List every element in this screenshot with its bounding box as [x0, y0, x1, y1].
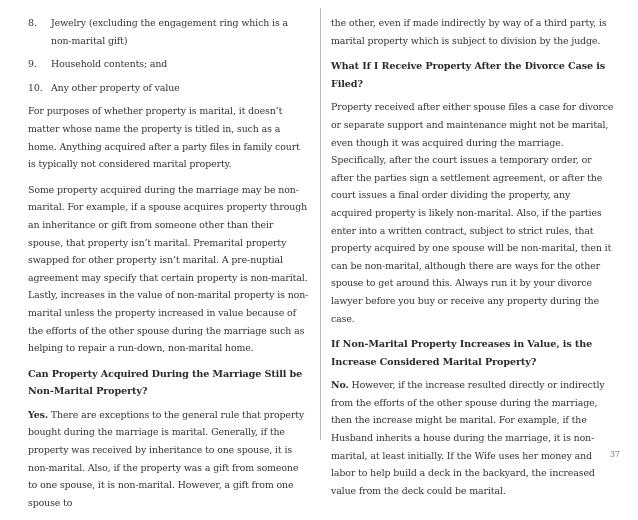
answer-lead: Yes.	[28, 409, 48, 421]
page-number: 37	[609, 450, 620, 459]
paragraph-increase-in-value	[331, 377, 614, 500]
answer-text: There are exceptions to the general rule that property bought during the marriage is marital. Generally, if the property was received by inheritance to one spouse, it is non-marital. Also, if the property was a gift from someone to one spouse, it is non-marital. However, a gift from one spouse to	[28, 409, 305, 509]
list-text: Any other property of value	[51, 82, 180, 94]
heading-acquired-during-marriage: Can Property Acquired During the Marriage Still be Non-Marital Property?	[28, 368, 303, 398]
answer-lead: No.	[331, 380, 349, 392]
list-number: 8.	[28, 18, 37, 29]
list-item	[28, 80, 310, 98]
list-number: 9.	[28, 59, 37, 71]
column-divider	[320, 8, 321, 440]
paragraph-continued: the other, even if made indirectly by way of a third party, is marital property which is subject to division by the judge.	[331, 18, 607, 47]
paragraph-exceptions	[28, 407, 310, 513]
answer-text: However, if the increase resulted directly or indirectly from the efforts of the other spouse during the marriage, then the increase might be marital. For example, if the Husband inherits a house during the marriage, it is non-marital, at least initially. If the Wife uses her money and labor to help build a deck in the backyard, the increased value from the deck could be marital.	[331, 380, 605, 497]
list-text: Jewelry (excluding the engagement ring which is a non-marital gift)	[51, 18, 289, 47]
list-text: Household contents; and	[51, 59, 168, 71]
list-item	[28, 56, 310, 74]
paragraph-title-ownership: For purposes of whether property is marital, it doesn’t matter whose name the property is titled in, such as a home. Anything acquired after a party files in family court is typically not considered marital property.	[28, 106, 300, 171]
paragraph-after-filing: Property received after either spouse files a case for divorce or separate support and maintenance might not be marital, even though it was acquired during the marriage. Specifically, after the court issues a temporary order, or after the parties sign a settlement agreement, or after the court issues a final order dividing the property, any acquired property is likely non-marital. Also, if the parties enter into a written contract, subject to strict rules, that property acquired by one spouse will be non-marital, then it can be non-marital, although there are ways for the other spouse to get around this. Always run it by your divorce lawyer before you buy or receive any property during the case.	[331, 102, 614, 325]
left-column	[28, 15, 310, 520]
paragraph-non-marital-examples: Some property acquired during the marriage may be non-marital. For example, if a spouse acquires property through an inheritance or gift from someone other than their spouse, that property isn’t marital. Premarital property swapped for other property isn’t marital. A pre-nuptial agreement may specify that certain property is non-marital. Lastly, increases in the value of non-marital property is non-marital unless the property increased in value because of the efforts of the other spouse during the marriage such as helping to repair a run-down, non-marital home.	[28, 184, 309, 355]
list-number: 10.	[28, 82, 43, 94]
right-column	[331, 15, 614, 508]
heading-increase-in-value: If Non-Marital Property Increases in Value, is the Increase Considered Marital Property?	[331, 339, 593, 368]
list-item	[28, 15, 310, 50]
heading-after-filing: What If I Receive Property After the Divorce Case is Filed?	[331, 61, 606, 90]
